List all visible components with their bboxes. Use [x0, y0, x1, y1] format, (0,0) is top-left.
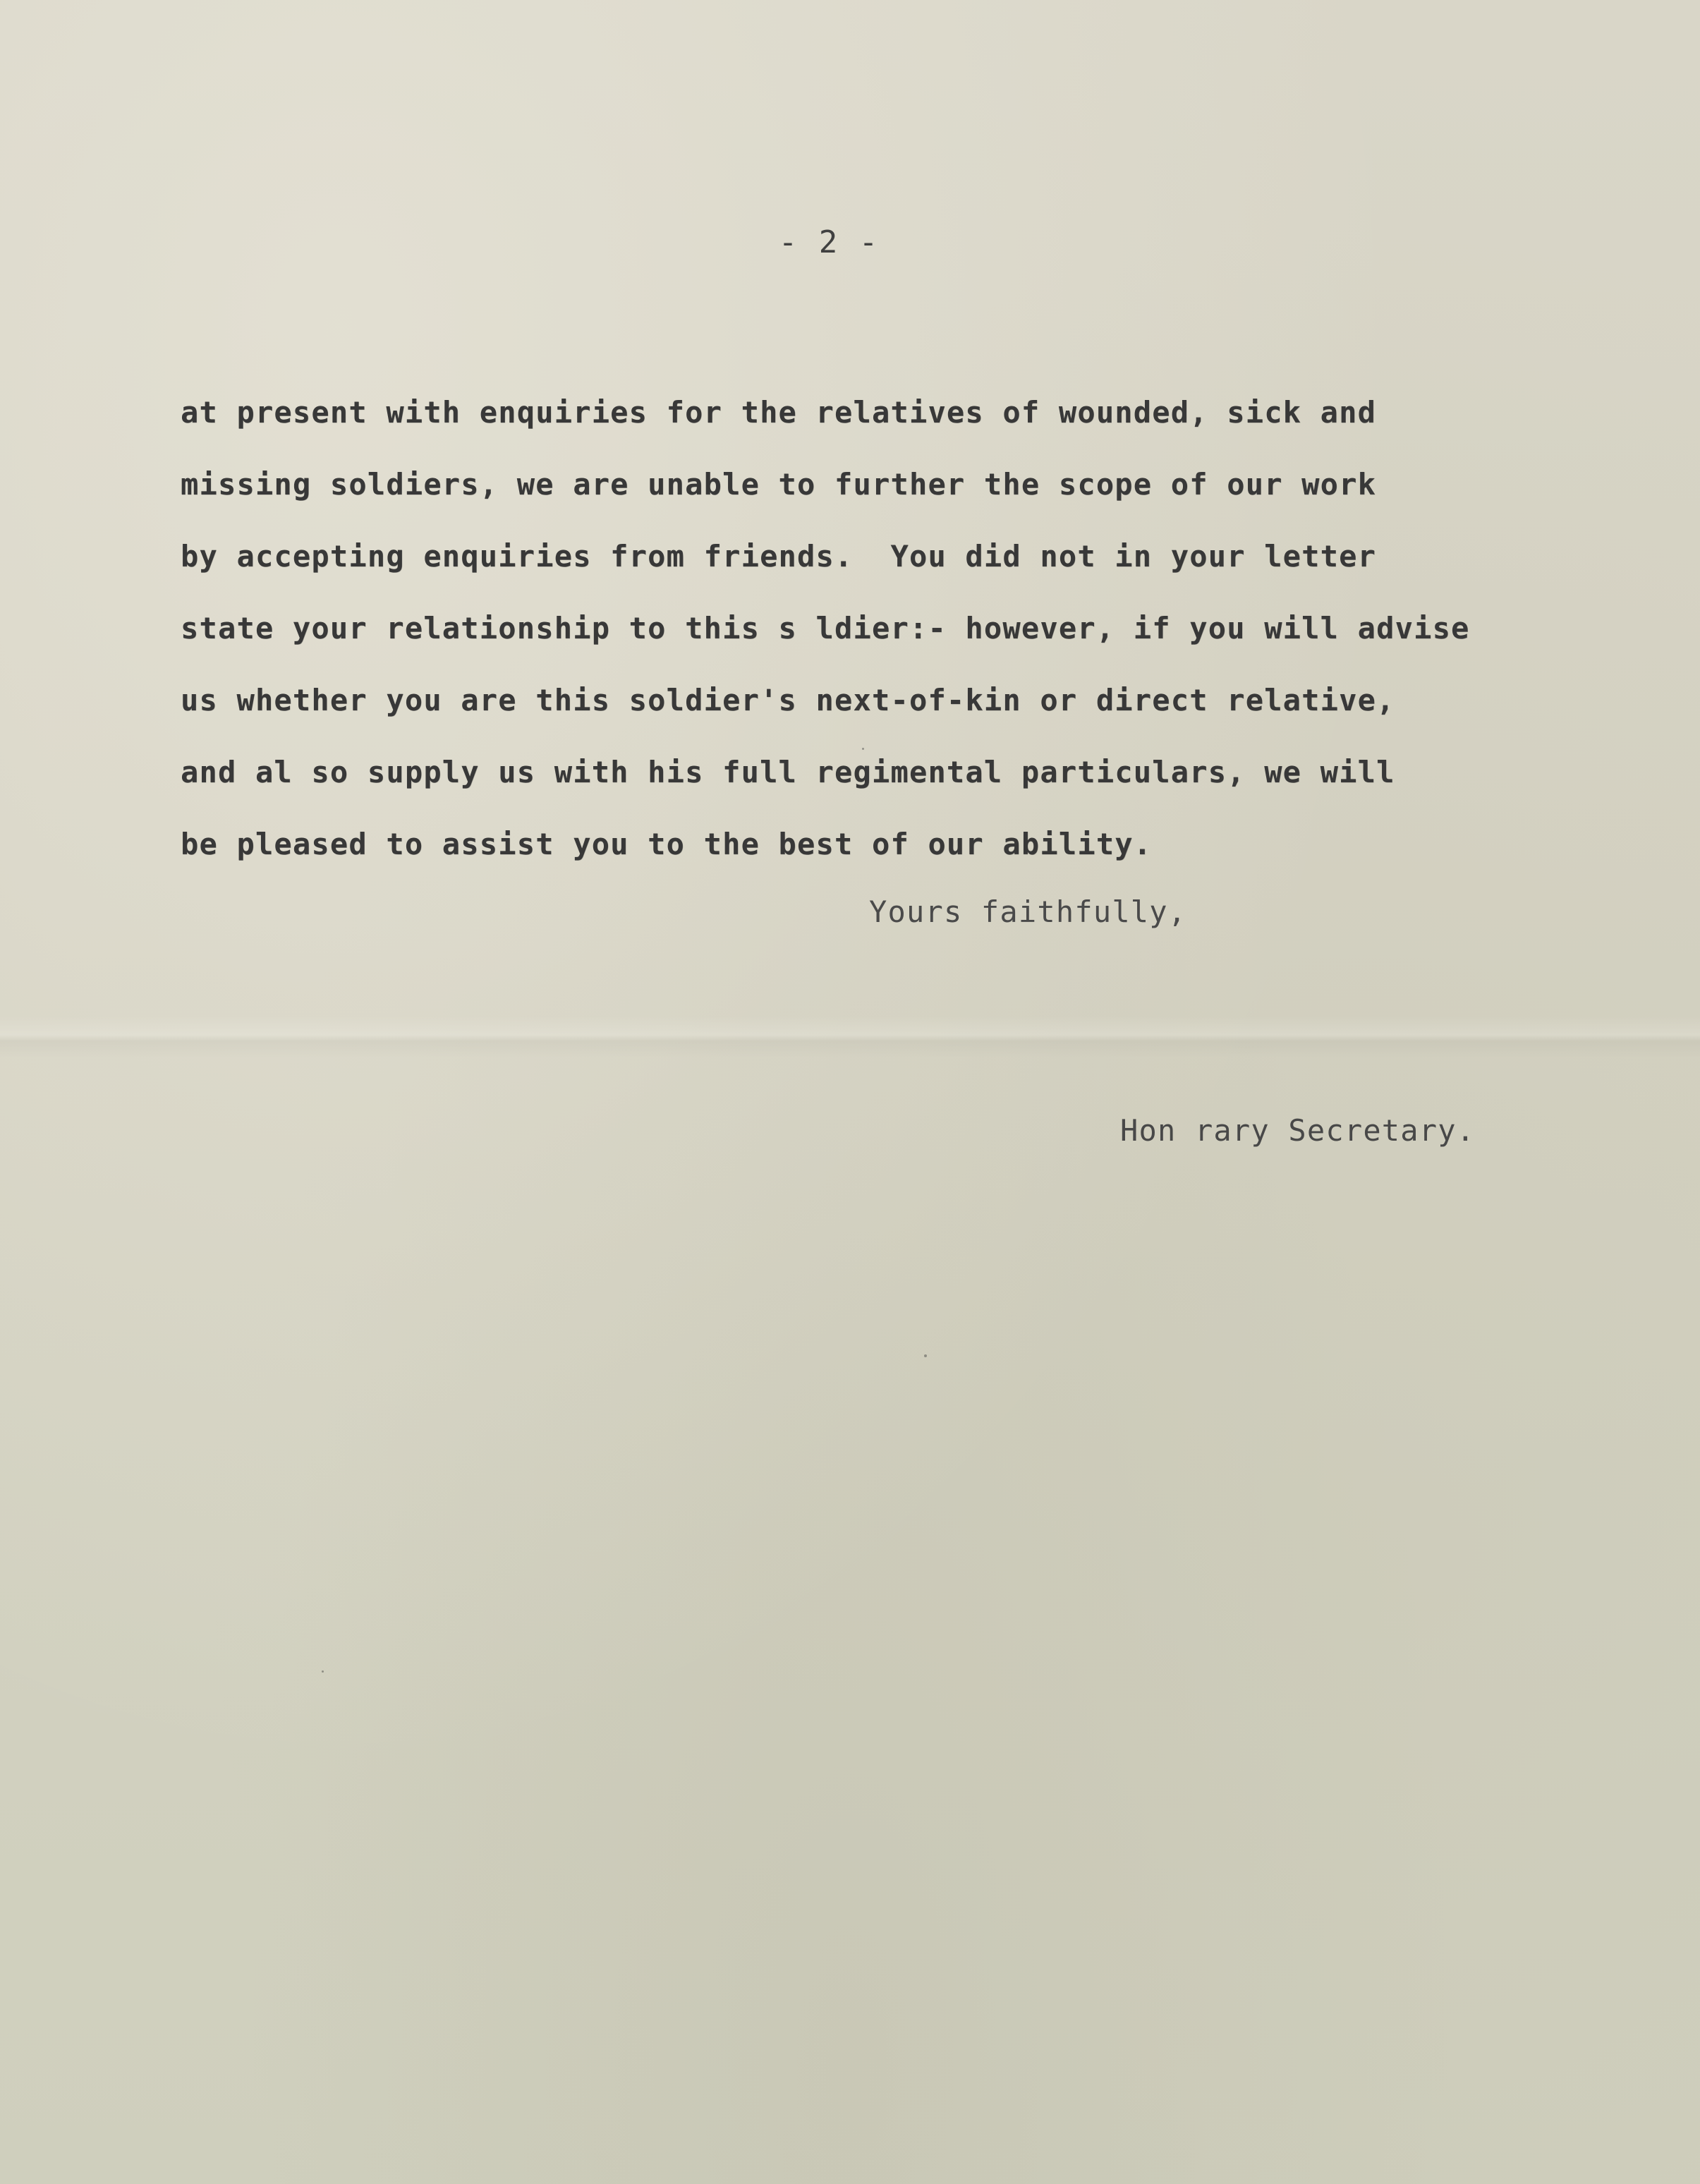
body-line: by accepting enquiries from friends. You did not in your letter: [181, 539, 1377, 574]
body-line: state your relationship to this s ldier:- however, if you will advise: [181, 611, 1470, 645]
closing-salutation: Yours faithfully,: [869, 894, 1187, 929]
body-line: at present with enquiries for the relatives of wounded, sick and: [181, 395, 1377, 430]
paper-speck: [862, 748, 864, 750]
paper-speck: [924, 1354, 927, 1357]
page-number: - 2 -: [778, 224, 880, 260]
paper-speck: [322, 1670, 324, 1673]
signature-title: Hon rary Secretary.: [1120, 1113, 1476, 1148]
body-line: us whether you are this soldier's next-of-kin or direct relative,: [181, 683, 1395, 717]
paper-fold: [0, 1016, 1700, 1058]
body-line: and al so supply us with his full regimental particulars, we will: [181, 755, 1395, 789]
body-line: missing soldiers, we are unable to further the scope of our work: [181, 467, 1377, 502]
body-line: be pleased to assist you to the best of our ability.: [181, 827, 1153, 861]
